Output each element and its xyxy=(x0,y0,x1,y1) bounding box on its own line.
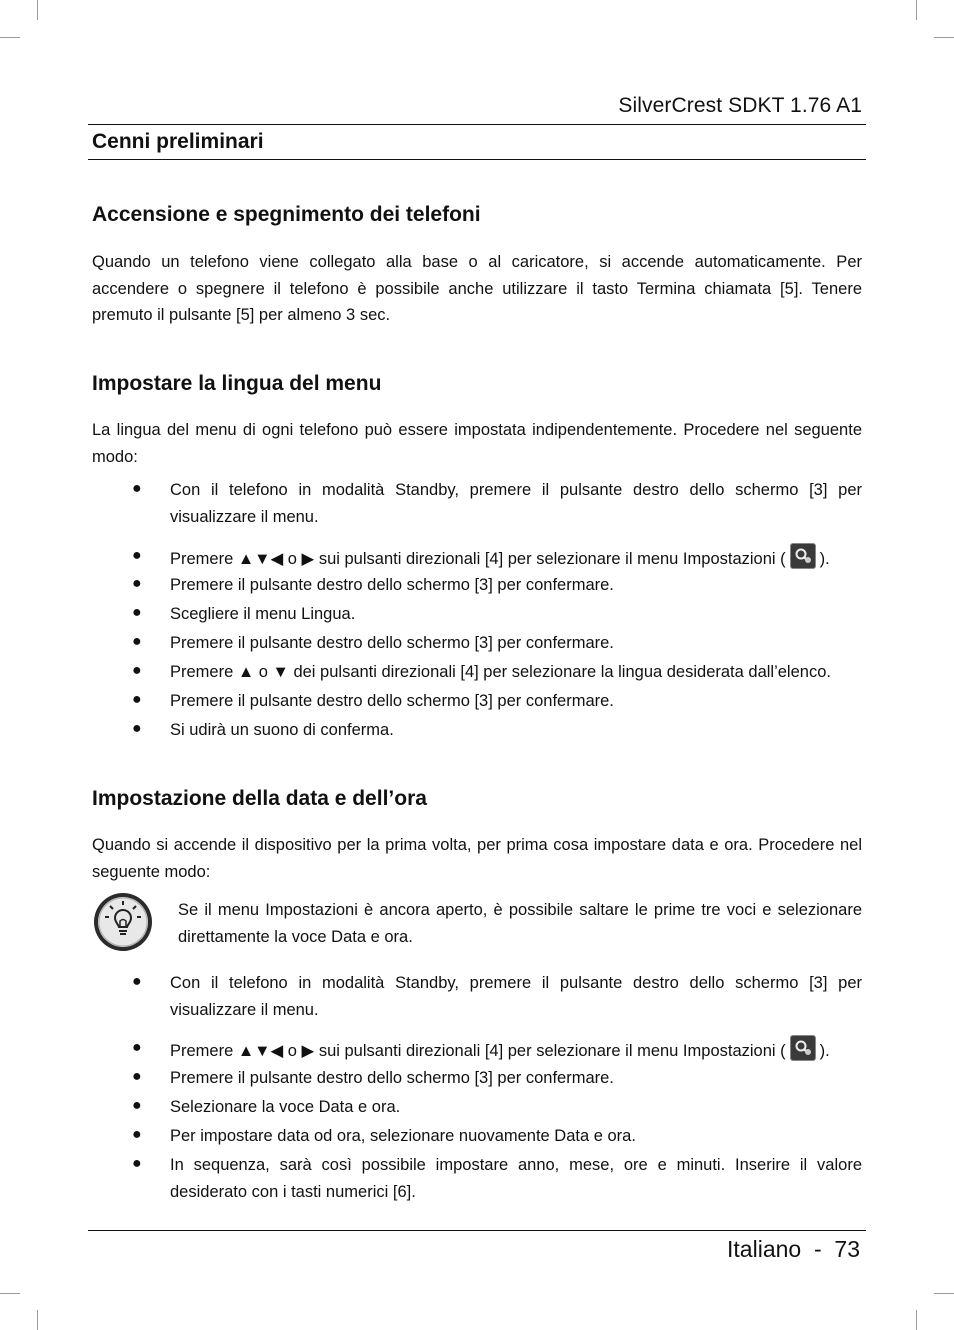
header-title: SilverCrest SDKT 1.76 A1 xyxy=(618,94,862,117)
list-item-text: Premere ▲▼◀ o ▶ sui pulsanti direzionali [4] per selezionare il menu Impostazioni ( xyxy=(170,1042,786,1060)
paragraph-power: Quando un telefono viene collegato alla base o al caricatore, si accende automaticamente. Per accendere o spegnere il telefono è possibile anche utilizzare il tasto Termina chiamata [5]. Tenere premuto il pulsante [5] per almeno 3 sec. xyxy=(92,253,862,324)
bullet: ● xyxy=(132,1039,142,1056)
bullet: ● xyxy=(132,662,142,679)
bullet: ● xyxy=(132,1068,142,1085)
tip-note: Se il menu Impostazioni è ancora aperto, è possibile saltare le prime tre voci e selezionare direttamente la voce Data e ora. xyxy=(178,901,862,946)
paragraph-language: La lingua del menu di ogni telefono può essere impostata indipendentemente. Procedere nel seguente modo: xyxy=(92,421,862,466)
bullet: ● xyxy=(132,575,142,592)
bullet: ● xyxy=(132,633,142,650)
list-item xyxy=(170,543,862,573)
paragraph-date-time: Quando si accende il dispositivo per la prima volta, per prima cosa impostare data e ora. Procedere nel seguente modo: xyxy=(92,836,862,881)
list-item: Premere il pulsante destro dello schermo [3] per confermare. xyxy=(170,692,614,710)
list-item xyxy=(170,1035,862,1065)
list-item: Premere il pulsante destro dello schermo [3] per confermare. xyxy=(170,576,614,594)
bullet: ● xyxy=(132,1126,142,1143)
bullet: ● xyxy=(132,1155,142,1172)
crop-mark xyxy=(934,1293,954,1294)
crop-mark xyxy=(0,37,20,38)
section-heading-language: Impostare la lingua del menu xyxy=(92,372,382,395)
list-item: Con il telefono in modalità Standby, premere il pulsante destro dello schermo [3] per visualizzare il menu. xyxy=(170,481,862,526)
list-item-text: Premere ▲▼◀ o ▶ sui pulsanti direzionali [4] per selezionare il menu Impostazioni ( xyxy=(170,550,786,568)
bullet: ● xyxy=(132,604,142,621)
section-heading-date-time: Impostazione della data e dell’ora xyxy=(92,787,427,810)
crop-mark xyxy=(37,0,38,20)
bullet: ● xyxy=(132,547,142,564)
section-heading-power: Accensione e spegnimento dei telefoni xyxy=(92,203,481,226)
settings-icon xyxy=(790,543,816,569)
page-footer: Italiano - 73 xyxy=(727,1236,860,1262)
list-item: Premere ▲ o ▼ dei pulsanti direzionali [4] per selezionare la lingua desiderata dall’elenco. xyxy=(170,663,831,681)
list-item: Scegliere il menu Lingua. xyxy=(170,605,356,623)
list-item: Selezionare la voce Data e ora. xyxy=(170,1098,401,1116)
header-rule xyxy=(88,124,866,125)
chapter-title: Cenni preliminari xyxy=(92,130,264,153)
list-item-text-end: ). xyxy=(819,1042,830,1060)
chapter-rule xyxy=(88,159,866,160)
crop-mark xyxy=(0,1293,20,1294)
bullet: ● xyxy=(132,480,142,497)
list-item-text-end: ). xyxy=(819,550,830,568)
crop-mark xyxy=(916,1310,917,1330)
footer-rule xyxy=(88,1230,866,1231)
crop-mark xyxy=(934,37,954,38)
list-item: Per impostare data od ora, selezionare nuovamente Data e ora. xyxy=(170,1127,636,1145)
list-item: Con il telefono in modalità Standby, premere il pulsante destro dello schermo [3] per visualizzare il menu. xyxy=(170,974,862,1019)
settings-icon xyxy=(790,1035,816,1061)
list-item: Premere il pulsante destro dello schermo [3] per confermare. xyxy=(170,634,614,652)
bullet: ● xyxy=(132,1097,142,1114)
crop-mark xyxy=(37,1310,38,1330)
list-item: In sequenza, sarà così possibile impostare anno, mese, ore e minuti. Inserire il valore desiderato con i tasti numerici [6]. xyxy=(170,1156,862,1201)
bullet: ● xyxy=(132,973,142,990)
list-item: Premere il pulsante destro dello schermo [3] per confermare. xyxy=(170,1069,614,1087)
crop-mark xyxy=(916,0,917,20)
bullet: ● xyxy=(132,720,142,737)
lightbulb-tip-icon xyxy=(92,891,154,958)
bullet: ● xyxy=(132,691,142,708)
list-item: Si udirà un suono di conferma. xyxy=(170,721,394,739)
